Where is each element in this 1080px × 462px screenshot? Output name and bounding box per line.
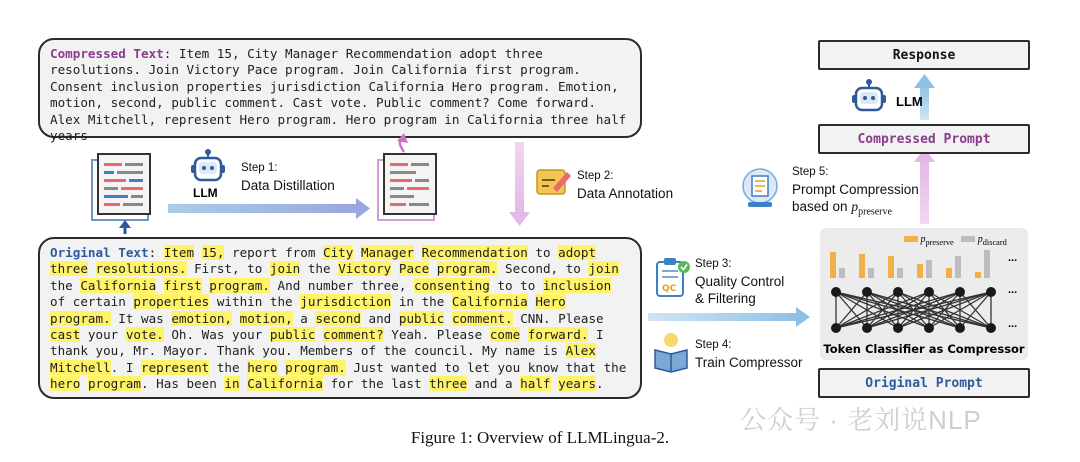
preserved-token: motion, <box>239 310 293 326</box>
text-segment: in the <box>391 294 452 310</box>
preserved-token: comment? <box>323 327 384 343</box>
text-segment: First, to <box>186 261 270 277</box>
preserve-bar <box>888 256 894 278</box>
preserved-token: first <box>163 277 202 293</box>
step1-text <box>241 160 335 194</box>
preserved-token: California <box>80 277 157 293</box>
preserved-token: program. <box>50 310 111 326</box>
discard-bar <box>984 250 990 278</box>
text-segment: a <box>292 310 316 326</box>
ellipsis-2: ... <box>1008 284 1018 296</box>
preserved-token: Hero <box>535 294 566 310</box>
text-segment: the <box>209 359 248 375</box>
preserved-token: resolutions. <box>95 261 187 277</box>
preserved-token: Item <box>163 245 195 260</box>
preserved-token: program. <box>209 277 270 293</box>
step3-label-line1: Quality Control <box>695 274 785 289</box>
preserved-token: public <box>269 327 316 343</box>
preserved-token: Victory <box>338 261 392 277</box>
step2-text <box>577 168 673 202</box>
text-segment: for the last <box>323 376 430 392</box>
text-segment: of certain <box>50 294 134 310</box>
preserved-token: emotion, <box>171 310 233 326</box>
text-segment: . Has been <box>141 376 225 392</box>
network-node <box>893 287 903 297</box>
step1-number: Step 1: <box>241 162 278 174</box>
ellipsis-3: ... <box>1008 318 1018 330</box>
preserved-token: public <box>398 310 445 326</box>
network-node <box>986 323 996 333</box>
network-node <box>862 287 872 297</box>
preserved-token: comment. <box>451 310 513 326</box>
preserved-token: come <box>489 327 521 343</box>
text-segment: Yeah. Please <box>383 327 490 343</box>
step3-text <box>695 256 784 307</box>
preserved-token: cast <box>50 327 81 343</box>
discard-bar <box>897 268 903 278</box>
step5-text <box>792 164 919 221</box>
classifier-title: Token Classifier as Compressor <box>823 342 1025 356</box>
original-prompt-box: Original Prompt <box>818 368 1030 398</box>
token-classifier-panel <box>820 228 1028 360</box>
watermark: 公众号 · 老刘说NLP <box>740 405 982 435</box>
preserved-token: Pace <box>398 261 430 277</box>
text-segment: And number three, <box>269 277 415 293</box>
preserved-token: hero <box>50 376 81 392</box>
preserved-token: consenting <box>414 277 490 293</box>
text-segment: Oh. Was your <box>163 327 270 343</box>
network-node <box>924 287 934 297</box>
text-segment: and a <box>467 376 521 392</box>
preserved-token: adopt <box>558 245 597 260</box>
preserved-token: three <box>429 376 468 392</box>
figure-caption: Figure 1: Overview of LLMLingua-2. <box>410 428 670 447</box>
preserved-token: in <box>224 376 240 392</box>
step5-label-line2: based on $p_{preserve}$ <box>792 199 892 218</box>
robot-icon-step1 <box>191 149 225 180</box>
preserved-token: Mitchell <box>50 359 111 375</box>
step2-label: Data Annotation <box>577 186 674 201</box>
robot-icon-llm <box>852 79 886 110</box>
network-node <box>924 323 934 333</box>
legend: $p_{preserve}$ $p_{discard}$ <box>904 234 1007 247</box>
step1-label: Data Distillation <box>241 178 335 193</box>
text-segment: to to <box>489 277 543 293</box>
preserved-token: jurisdiction <box>300 294 392 310</box>
network-node <box>831 323 841 333</box>
text-segment: CNN. Please <box>512 310 604 326</box>
text-segment: . <box>596 376 604 392</box>
network-node <box>955 323 965 333</box>
discard-bar <box>868 268 874 278</box>
step5-label-line1: Prompt Compression <box>792 182 919 197</box>
text-segment: the <box>300 261 339 277</box>
text-segment: Second, to <box>497 261 589 277</box>
preserved-token: Recommendation <box>421 245 528 260</box>
book-icon <box>655 333 687 372</box>
preserved-token: California <box>451 294 528 310</box>
preserved-token: hero <box>247 359 278 375</box>
step4-text <box>695 337 803 371</box>
preserved-token: program. <box>436 261 498 277</box>
step5-number: Step 5: <box>792 166 829 178</box>
preserve-bar <box>859 254 865 278</box>
quality-control-icon <box>657 258 690 296</box>
step4-label: Train Compressor <box>695 355 803 370</box>
preserved-token: represent <box>141 359 210 375</box>
text-segment: It was <box>110 310 172 326</box>
text-segment: the <box>50 277 81 293</box>
preserve-bar <box>917 264 923 278</box>
text-segment: your <box>80 327 126 343</box>
text-segment: within the <box>209 294 301 310</box>
compression-globe-icon <box>743 169 777 207</box>
preserve-bar <box>946 268 952 278</box>
preserved-token: years <box>558 376 597 392</box>
original-document-icon <box>92 154 150 220</box>
network-node <box>986 287 996 297</box>
preserved-token: California <box>247 376 324 392</box>
preserved-token: properties <box>133 294 210 310</box>
compressed-text-label: Compressed Text <box>50 46 164 61</box>
llm-label-top: LLM <box>896 94 923 109</box>
preserve-bar <box>830 252 836 278</box>
discard-bar <box>926 260 932 278</box>
compressed-text-body: : Item 15, City Manager Recommendation adopt three resolutions. Join Victory Pace program. Join California first program. Consent inclusion properties jurisdiction California Hero program. Emotion, motion, second, public comment. Cast vote. Public comment? Come forward. Alex Mitchell, represent Hero program. Hero program in California three half years <box>50 46 627 144</box>
compressed-prompt-box: Compressed Prompt <box>818 124 1030 154</box>
text-segment: and <box>360 310 399 326</box>
text-segment: I thank you, Mr. Mayor. Thank you. Members of the council. My name is <box>50 327 604 359</box>
network-node <box>831 287 841 297</box>
ellipsis-1: ... <box>1008 252 1018 264</box>
preserved-token: three <box>50 261 88 277</box>
preserved-token: second <box>315 310 361 326</box>
text-segment: to <box>527 245 559 260</box>
text-segment: . I <box>110 359 142 375</box>
preserved-token: Manager <box>360 245 415 260</box>
network-node <box>893 323 903 333</box>
response-box: Response <box>818 40 1030 70</box>
network-node <box>955 287 965 297</box>
preserved-token: 15, <box>201 245 225 260</box>
annotation-icon <box>537 170 571 194</box>
preserved-token: half <box>520 376 551 392</box>
preserved-token: join <box>588 261 619 277</box>
preserved-token: City <box>323 245 354 260</box>
text-segment: Just wanted to let you know that the <box>345 359 627 375</box>
step3-label-line2: & Filtering <box>695 291 756 306</box>
step2-number: Step 2: <box>577 170 614 182</box>
text-segment: report from <box>224 245 324 260</box>
network-node <box>862 323 872 333</box>
preserved-token: vote. <box>125 327 164 343</box>
svg-text:QC: QC <box>662 284 677 294</box>
step4-number: Step 4: <box>695 339 732 351</box>
llm-label-step1: LLM <box>193 186 218 200</box>
preserved-token: join <box>269 261 301 277</box>
original-text-label: Original Text <box>50 245 149 260</box>
preserved-token: program. <box>285 359 346 375</box>
preserved-token: forward. <box>527 327 589 343</box>
step3-number: Step 3: <box>695 258 732 270</box>
preserve-bar <box>975 272 981 278</box>
preserved-token: Alex <box>565 343 596 359</box>
text-segment: : <box>148 245 164 260</box>
preserved-token: program <box>87 376 142 392</box>
classifier-network <box>820 228 1028 360</box>
preserved-token: inclusion <box>542 277 612 293</box>
discard-bar <box>955 256 961 278</box>
compressed-document-icon <box>378 154 436 220</box>
discard-bar <box>839 268 845 278</box>
